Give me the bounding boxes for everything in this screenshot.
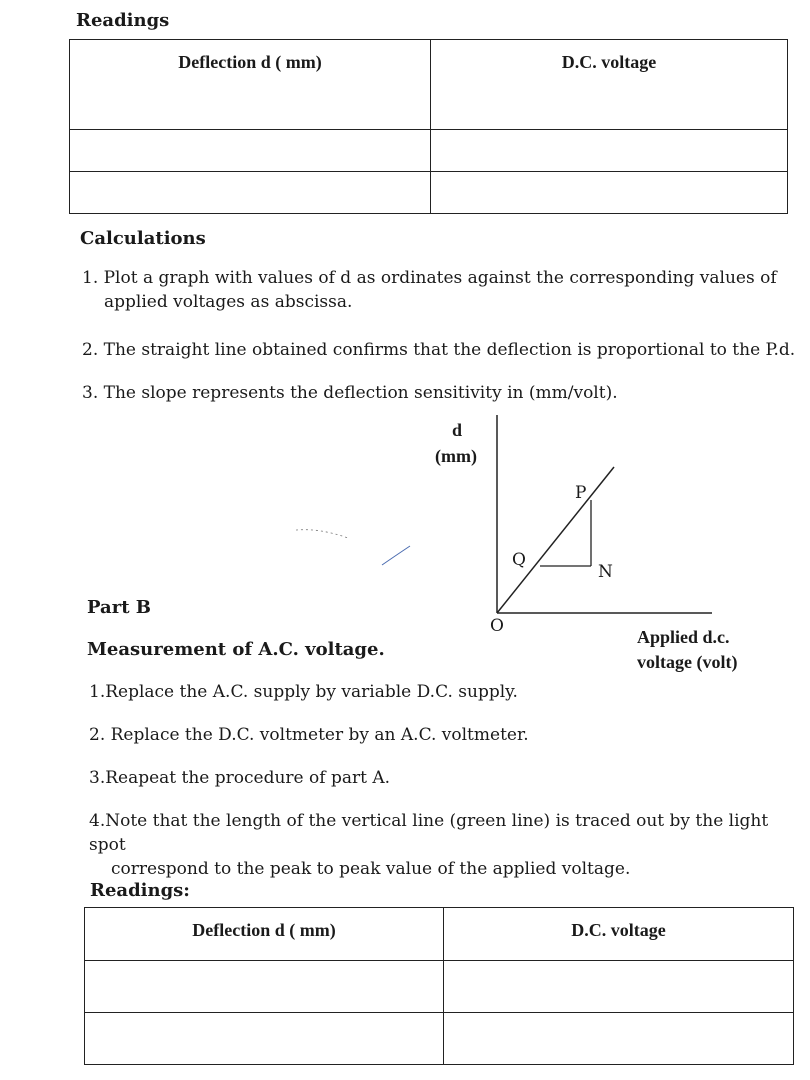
table-a-header-dc-voltage: D.C. voltage [431, 40, 788, 130]
calculations-title: Calculations [80, 228, 206, 249]
origin-label: O [490, 616, 504, 636]
table-b-cell [444, 1013, 794, 1065]
pen-mark [296, 530, 348, 538]
part-b-subtitle: Measurement of A.C. voltage. [87, 639, 385, 660]
readings-title: Readings [76, 10, 170, 31]
graph-slope-line [497, 467, 614, 613]
point-n-label: N [598, 562, 613, 582]
part-b-item-3: 3.Reapeat the procedure of part A. [89, 768, 391, 788]
readings-table-b [84, 907, 794, 1065]
x-axis-label-line2: voltage (volt) [637, 652, 738, 672]
part-b-title: Part B [87, 597, 151, 618]
table-b-cell [85, 1013, 444, 1065]
point-p-label: P [575, 483, 587, 503]
part-b-item-4: 4.Note that the length of the vertical line (green line) is traced out by the light spot correspond to the peak to peak value of the applied voltage. [89, 811, 769, 879]
y-axis-label-d: d [452, 420, 463, 440]
calc-item-3: 3. The slope represents the deflection sensitivity in (mm/volt). [82, 383, 618, 403]
part-b-item-1: 1.Replace the A.C. supply by variable D.C. supply. [89, 682, 518, 702]
part-b-item-2: 2. Replace the D.C. voltmeter by an A.C. voltmeter. [89, 725, 529, 745]
table-a-header-deflection: Deflection d ( mm) [70, 40, 431, 130]
readings-b-title: Readings: [90, 880, 190, 901]
x-axis-label-line1: Applied d.c. [637, 627, 730, 647]
y-axis-label-mm: (mm) [435, 446, 477, 466]
point-q-label: Q [512, 550, 526, 570]
calc-item-2: 2. The straight line obtained confirms that the deflection is proportional to the P.d. [82, 340, 796, 360]
table-b-header-deflection: Deflection d ( mm) [85, 908, 444, 961]
table-b-cell [444, 961, 794, 1013]
table-b-cell [85, 961, 444, 1013]
table-b-header-dc-voltage: D.C. voltage [444, 908, 794, 961]
pen-mark [382, 546, 410, 565]
calc-item-1: 1. Plot a graph with values of d as ordinates against the corresponding values of applied voltages as abscissa. [82, 268, 777, 312]
